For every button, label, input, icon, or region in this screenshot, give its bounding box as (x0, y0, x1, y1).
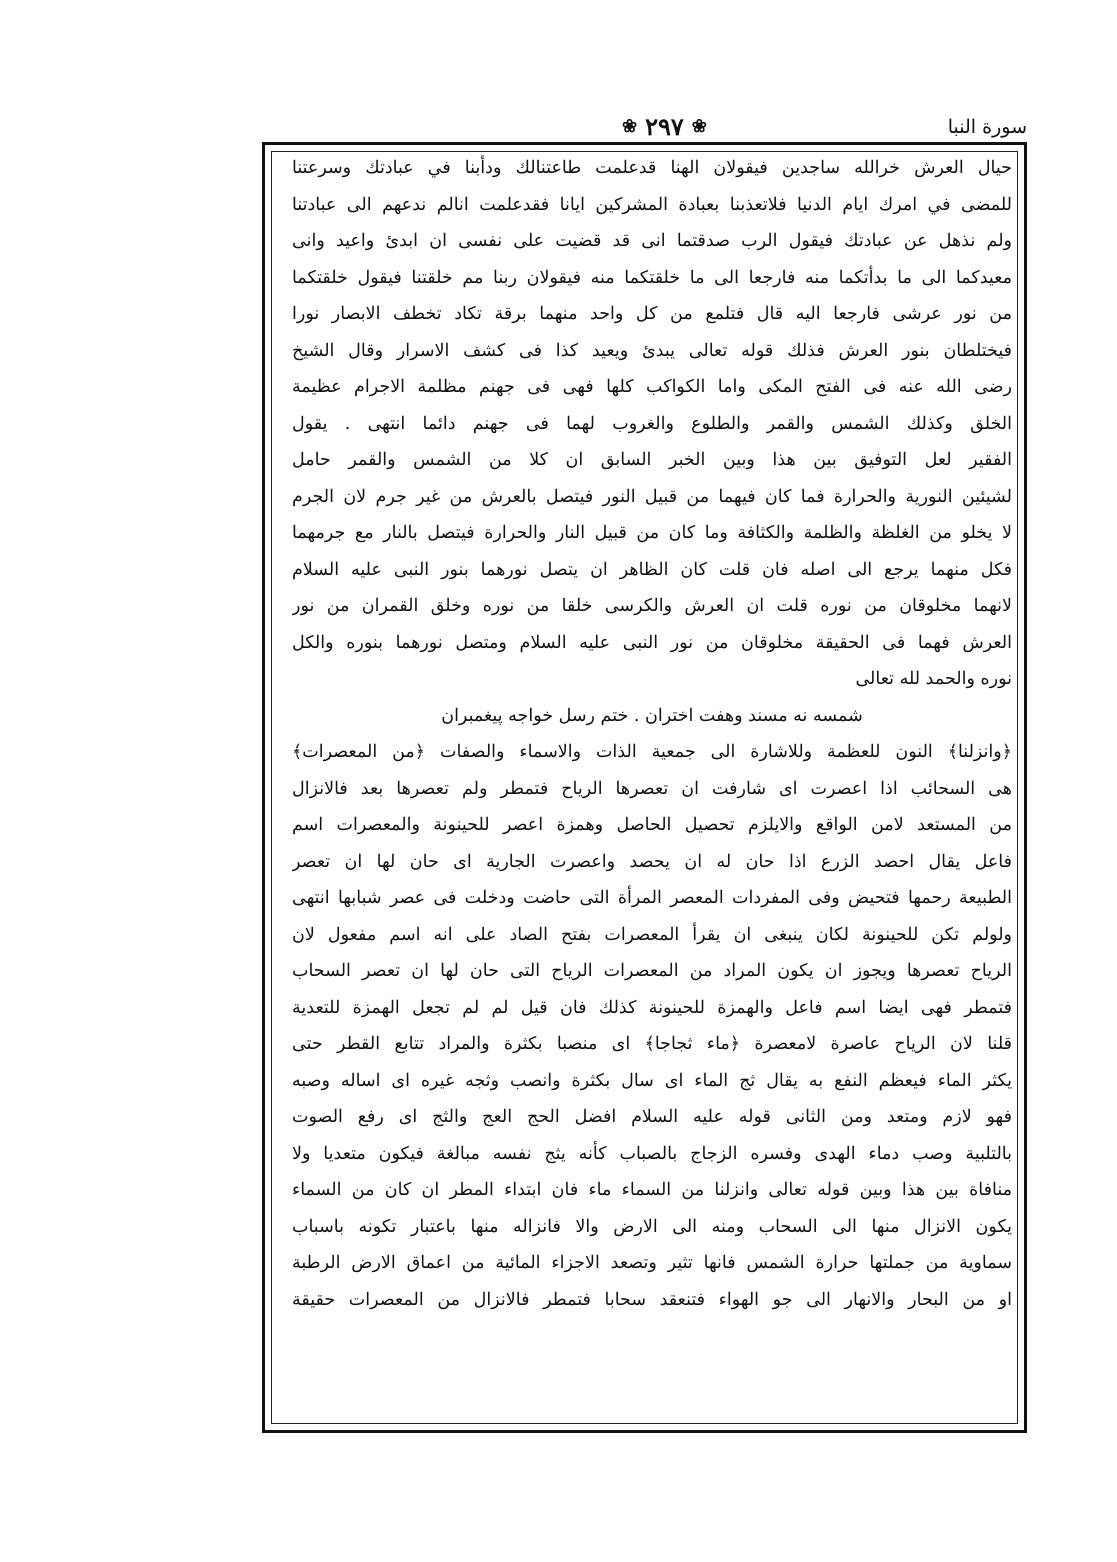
text-line: حيال العرش خرالله ساجدين فيقولان الهنا قدعلمت طاعتنالك ودأبنا في عبادتك وسرعتنا (292, 158, 1012, 178)
text-line: فاعل يقال احصد الزرع اذا حان له ان يحصد واعصرت الجارية اى حان لها ان تعصر (292, 851, 1012, 872)
page-number: ٢٩٧ (645, 112, 684, 141)
text-line: بالتلبية وصب دماء الهدى وفسره الزجاج بالصباب كأنه يثج نفسه مبالغة فيكون متعديا ولا (292, 1143, 1012, 1164)
text-line: ولم نذهل عن عبادتك فيقول الرب صدقتما انى قد قضيت على نفسى ان ابدئ واعيد وانى (292, 231, 1012, 251)
text-line: سماوية من جملتها حرارة الشمس فانها تثير وتصعد الاجزاء المائية من اعماق الارض الرطبة (292, 1253, 1012, 1273)
text-line: الطبيعة رحمها فتحيض وفى المفردات المعصر المرأة التى حاضت ودخلت فى عصر شبابها انتهى (292, 888, 1012, 908)
text-line: الفقير لعل التوفيق بين هذا وبين الخبر السابق ان كلا من الشمس والقمر حامل (292, 450, 1012, 470)
text-line: معيدكما الى ما بدأتكما منه فارجعا الى ما خلقتكما منه فيقولان ربنا مم خلقتنا فيقول خلقتكما (292, 267, 1012, 288)
text-line: منافاة بين هذا وبين قوله تعالى وانزلنا من السماء ماء فان ابتداء المطر ان كان من السماء (292, 1180, 1012, 1200)
text-line: او من البحار والانهار الى جو الهواء فتنعقد سحابا فتمطر فالانزال من المعصرات حقيقة (292, 1289, 1012, 1310)
text-line: نوره والحمد لله تعالى (855, 669, 1012, 689)
text-line: رضى الله عنه فى الفتح المكى واما الكواكب كلها فهى فى جهنم مظلمة الاجرام عظيمة (292, 377, 1012, 397)
text-line: للمضى في امرك ايام الدنيا فلاتعذبنا بعبادة المشركين ايانا فقدعلمت انالم ندعهم الى عبادتنا (292, 194, 1012, 215)
text-line: من المستعد لامن الواقع والايلزم تحصيل الحاصل وهمزة اعصر للحينونة والمعصرات اسم (292, 815, 1012, 835)
text-line: ولولم تكن للحينونة لكان ينبغى ان يقرأ المعصرات بفتح الصاد على انه اسم مفعول لان (292, 924, 1012, 945)
text-line: فتمطر فهى ايضا اسم فاعل والهمزة للحينونة كذلك فان قيل لم لم تجعل الهمزة للتعدية (292, 997, 1012, 1018)
page-number-group (622, 112, 707, 141)
surah-title: سورة النبا (947, 116, 1027, 138)
ornament-left-icon: ❀ (691, 116, 707, 137)
text-line: الخلق وكذلك الشمس والقمر والطلوع والغروب لهما فى جهنم دائما انتهى . يقول (292, 413, 1012, 434)
text-line: العرش فهما فى الحقيقة مخلوقان من نور النبى عليه السلام ومتصل نورهما بنوره والكل (292, 632, 1012, 653)
ornament-right-icon: ❀ (622, 116, 638, 137)
text-line: قلنا لان الرياح عاصرة لامعصرة ﴿ماء ثجاجا﴾ اى منصبا بكثرة والمراد تتابع القطر حتى (292, 1034, 1012, 1054)
text-line: الرياح تعصرها ويجوز ان يكون المراد من المعصرات الرياح التى حان لها ان تعصر السحاب (292, 961, 1012, 981)
text-line: هى السحائب اذا اعصرت اى شارفت ان تعصرها الرياح فتمطر ولم تعصرها بعد فالانزال (292, 778, 1012, 799)
text-line: ﴿وانزلنا﴾ النون للعظمة وللاشارة الى جمعية الذات والاسماء والصفات ﴿من المعصرات﴾ (292, 742, 1012, 762)
text-line: لشيئين النورية والحرارة فما كان فيهما من قبيل النور فيتصل بالعرش من غير جرم لان الجرم (292, 486, 1012, 507)
text-line: يكون الانزال منها الى السحاب ومنه الى الارض والا فانزاله منها باعتبار تكونه باسباب (292, 1216, 1012, 1237)
text-line: فهو لازم ومتعد ومن الثانى قوله عليه السلام افضل الحج العج والثج اى رفع الصوت (292, 1107, 1012, 1127)
verse-line: شمسه نه مسند وهفت اختران . ختم رسل خواجه پيغمبران (441, 705, 863, 726)
text-line: من نور عرشى فارجعا اليه قال فتلمع من كل واحد منهما برقة تكاد تخطف الابصار نورا (292, 304, 1012, 324)
body-text (292, 150, 1012, 1318)
text-line: فكل منهما يرجع الى اصله فان قلت كان الظاهر ان يتصل نورهما بنور النبى عليه السلام (292, 559, 1012, 580)
text-line: لا يخلو من الغلظة والظلمة والكثافة وما كان من قبيل النار والحرارة فيتصل بالنار مع جرمهما (292, 523, 1012, 543)
text-line: لانهما مخلوقان من نوره قلت ان العرش والكرسى خلقا من نوره وخلق القمران من نور (292, 596, 1012, 616)
text-line: يكثر الماء فيعظم النفع به يقال ثج الماء اى سال بكثرة وانصب وثجه غيره اى اساله وصبه (292, 1070, 1012, 1091)
text-line: فيختلطان بنور العرش فذلك قوله تعالى يبدئ ويعيد كذا فى كشف الاسرار وقال الشيخ (292, 340, 1012, 361)
